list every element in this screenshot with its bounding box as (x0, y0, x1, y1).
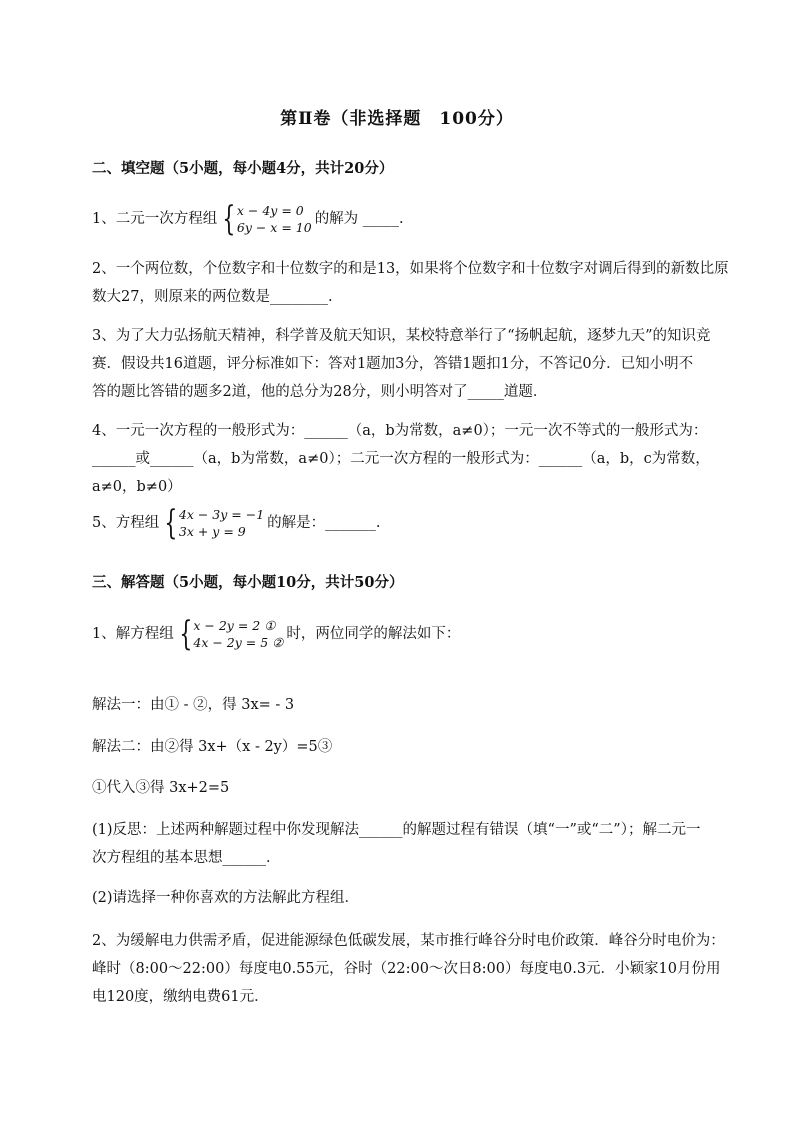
question-2-2-line-1: 2、一个两位数，个位数字和十位数字的和是13，如果将个位数字和十位数字对调后得到的新数比原 (92, 261, 729, 277)
question-2-3-line-3: 答的题比答错的题多2道，他的总分为28分，则小明答对了_____道题． (92, 384, 548, 400)
question-2-1 (92, 199, 404, 239)
brace-icon: { (222, 199, 236, 239)
question-2-3-line-2: 赛．假设共16道题，评分标准如下：答对1题加3分，答错1题扣1分，不答记0分．已知小明不 (92, 356, 694, 372)
method-two: 解法二：由②得 3x+（x - 2y）=5③ (92, 739, 333, 755)
reflection-line-1: (1)反思：上述两种解题过程中你发现解法______的解题过程有错误（填“一”或“二”）；解二元一 (92, 822, 701, 838)
equation-1: x − 2y = 2 ① (193, 618, 276, 633)
question-3-1 (92, 614, 461, 654)
equation-2: 4x − 2y = 5 ② (193, 635, 284, 650)
equation-1: x − 4y = 0 (236, 203, 304, 218)
question-3-2-line-3: 电120度，缴纳电费61元． (92, 989, 269, 1005)
brace-icon: { (164, 503, 178, 543)
equation-1: 4x − 3y = −1 (178, 507, 265, 522)
question-2-5 (92, 503, 381, 543)
equation-2: 6y − x = 10 (236, 220, 312, 235)
section-heading-solve: 三、解答题（5小题，每小题10分，共计50分） (92, 574, 404, 591)
equation-2: 3x + y = 9 (178, 524, 246, 539)
question-2-2-line-2: 数大27，则原来的两位数是________. (92, 289, 333, 305)
brace-icon: { (179, 614, 193, 654)
q-suffix: 的解为 _____. (314, 211, 404, 227)
question-2-4-line-3: a≠0，b≠0） (92, 479, 182, 495)
equation-system (160, 503, 265, 543)
substitution-step: ①代入③得 3x+2=5 (92, 780, 230, 796)
q-suffix: 时，两位同学的解法如下： (286, 626, 461, 642)
section-heading-fill-blank: 二、填空题（5小题，每小题4分，共计20分） (92, 160, 394, 177)
question-2-4-line-1: 4、一元一次方程的一般形式为：______（a，b为常数，a≠0）；一元一次不等式的一般形式为： (92, 423, 708, 439)
reflection-line-2: 次方程组的基本思想______． (92, 850, 281, 866)
q-suffix: 的解是：_______. (267, 515, 381, 531)
question-3-2-line-1: 2、为缓解电力供需矛盾，促进能源绿色低碳发展，某市推行峰谷分时电价政策．峰谷分时电价为： (92, 933, 725, 949)
equation-system (218, 199, 312, 239)
q-prefix: 1、二元一次方程组 (92, 211, 218, 227)
question-3-2-line-2: 峰时（8:00～22:00）每度电0.55元，谷时（22:00～次日8:00）每度电0.3元．小颖家10月份用 (92, 961, 721, 977)
choose-method: (2)请选择一种你喜欢的方法解此方程组． (92, 890, 360, 906)
equation-system (175, 614, 284, 654)
q-prefix: 5、方程组 (92, 515, 160, 531)
q-prefix: 1、解方程组 (92, 626, 174, 642)
method-one: 解法一：由① - ②，得 3x= - 3 (92, 697, 295, 713)
question-2-4-line-2: ______或______（a，b为常数，a≠0）；二元一次方程的一般形式为：______（a，b，c为常数， (92, 451, 710, 467)
page-title: 第Ⅱ卷（非选择题 100分） (280, 109, 514, 129)
question-2-3-line-1: 3、为了大力弘扬航天精神，科学普及航天知识，某校特意举行了“扬帆起航，逐梦九天”的知识竞 (92, 328, 711, 344)
